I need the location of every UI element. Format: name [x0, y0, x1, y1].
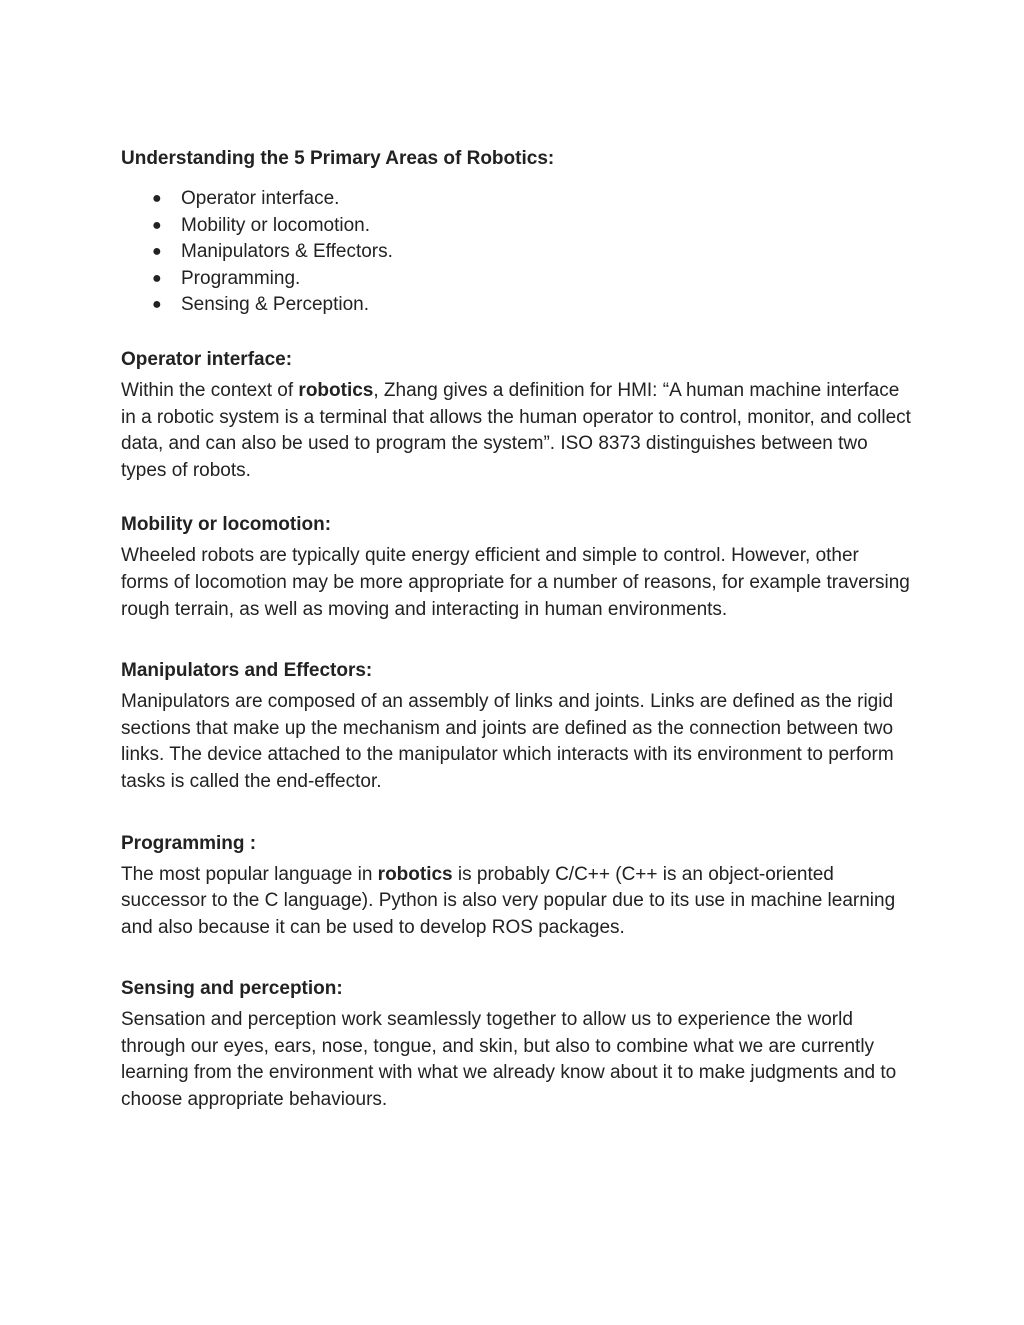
- bullet-icon: ●: [152, 243, 162, 261]
- document-page: [121, 146, 911, 1114]
- section-mobility: [121, 512, 911, 623]
- section-paragraph: [121, 378, 911, 484]
- section-heading: Operator interface:: [121, 348, 293, 370]
- list-item-text: Operator interface.: [181, 188, 340, 209]
- areas-list: [121, 186, 911, 319]
- section-heading: Manipulators and Effectors:: [121, 660, 373, 682]
- section-sensing: [121, 976, 911, 1113]
- list-item: [121, 292, 911, 319]
- section-paragraph: [121, 862, 911, 942]
- section-heading: Programming :: [121, 832, 257, 854]
- paragraph-text: Within the context of: [121, 379, 299, 401]
- bullet-icon: ●: [152, 216, 162, 234]
- section-heading: Mobility or locomotion:: [121, 514, 332, 536]
- list-item-text: Sensing & Perception.: [181, 294, 370, 316]
- list-item-text: Programming.: [181, 267, 301, 289]
- document-title: Understanding the 5 Primary Areas of Robotics:: [121, 148, 555, 169]
- bold-term: robotics: [377, 863, 453, 885]
- list-item: [121, 266, 911, 293]
- bold-term: robotics: [298, 379, 374, 401]
- section-paragraph: Sensation and perception work seamlessly together to allow us to experience the world through our eyes, ears, nose, tongue, and skin, but also to combine what we are currently learning from the environment with what we already know about it to make judgments and to choose appropriate behaviours.: [121, 1009, 897, 1111]
- bullet-icon: ●: [152, 296, 162, 314]
- paragraph-text: is probably C/C++ (C++ is an object-oriented successor to the C language). Python is also very popular due to its use in machine learning and also because it can be used to develop ROS packages.: [121, 863, 896, 938]
- bullet-icon: ●: [152, 269, 162, 287]
- section-heading: Sensing and perception:: [121, 978, 343, 1000]
- list-item: [121, 186, 911, 213]
- section-operator-interface: [121, 347, 911, 484]
- paragraph-text: The most popular language in: [121, 863, 378, 885]
- list-item: [121, 213, 911, 240]
- list-item-text: Mobility or locomotion.: [181, 214, 371, 236]
- list-item-text: Manipulators & Effectors.: [181, 241, 393, 263]
- bullet-icon: ●: [152, 190, 162, 207]
- section-paragraph: Manipulators are composed of an assembly of links and joints. Links are defined as the rigid sections that make up the mechanism and joints are defined as the connection between two links. The device attached to the manipulator which interacts with its environment to perform tasks is called the end-effector.: [121, 691, 894, 792]
- list-item: [121, 239, 911, 266]
- section-paragraph: Wheeled robots are typically quite energy efficient and simple to control. However, other forms of locomotion may be more appropriate for a number of reasons, for example traversing rough terrain, as well as moving and interacting in human environments.: [121, 545, 910, 620]
- section-manipulators: [121, 658, 911, 795]
- section-programming: [121, 831, 911, 942]
- paragraph-text: , Zhang gives a definition for HMI: “A human machine interface in a robotic system is a terminal that allows the human operator to control, monitor, and collect data, and can also be used to program the system”. ISO 8373 distinguishes between two types of robots.: [121, 379, 911, 481]
